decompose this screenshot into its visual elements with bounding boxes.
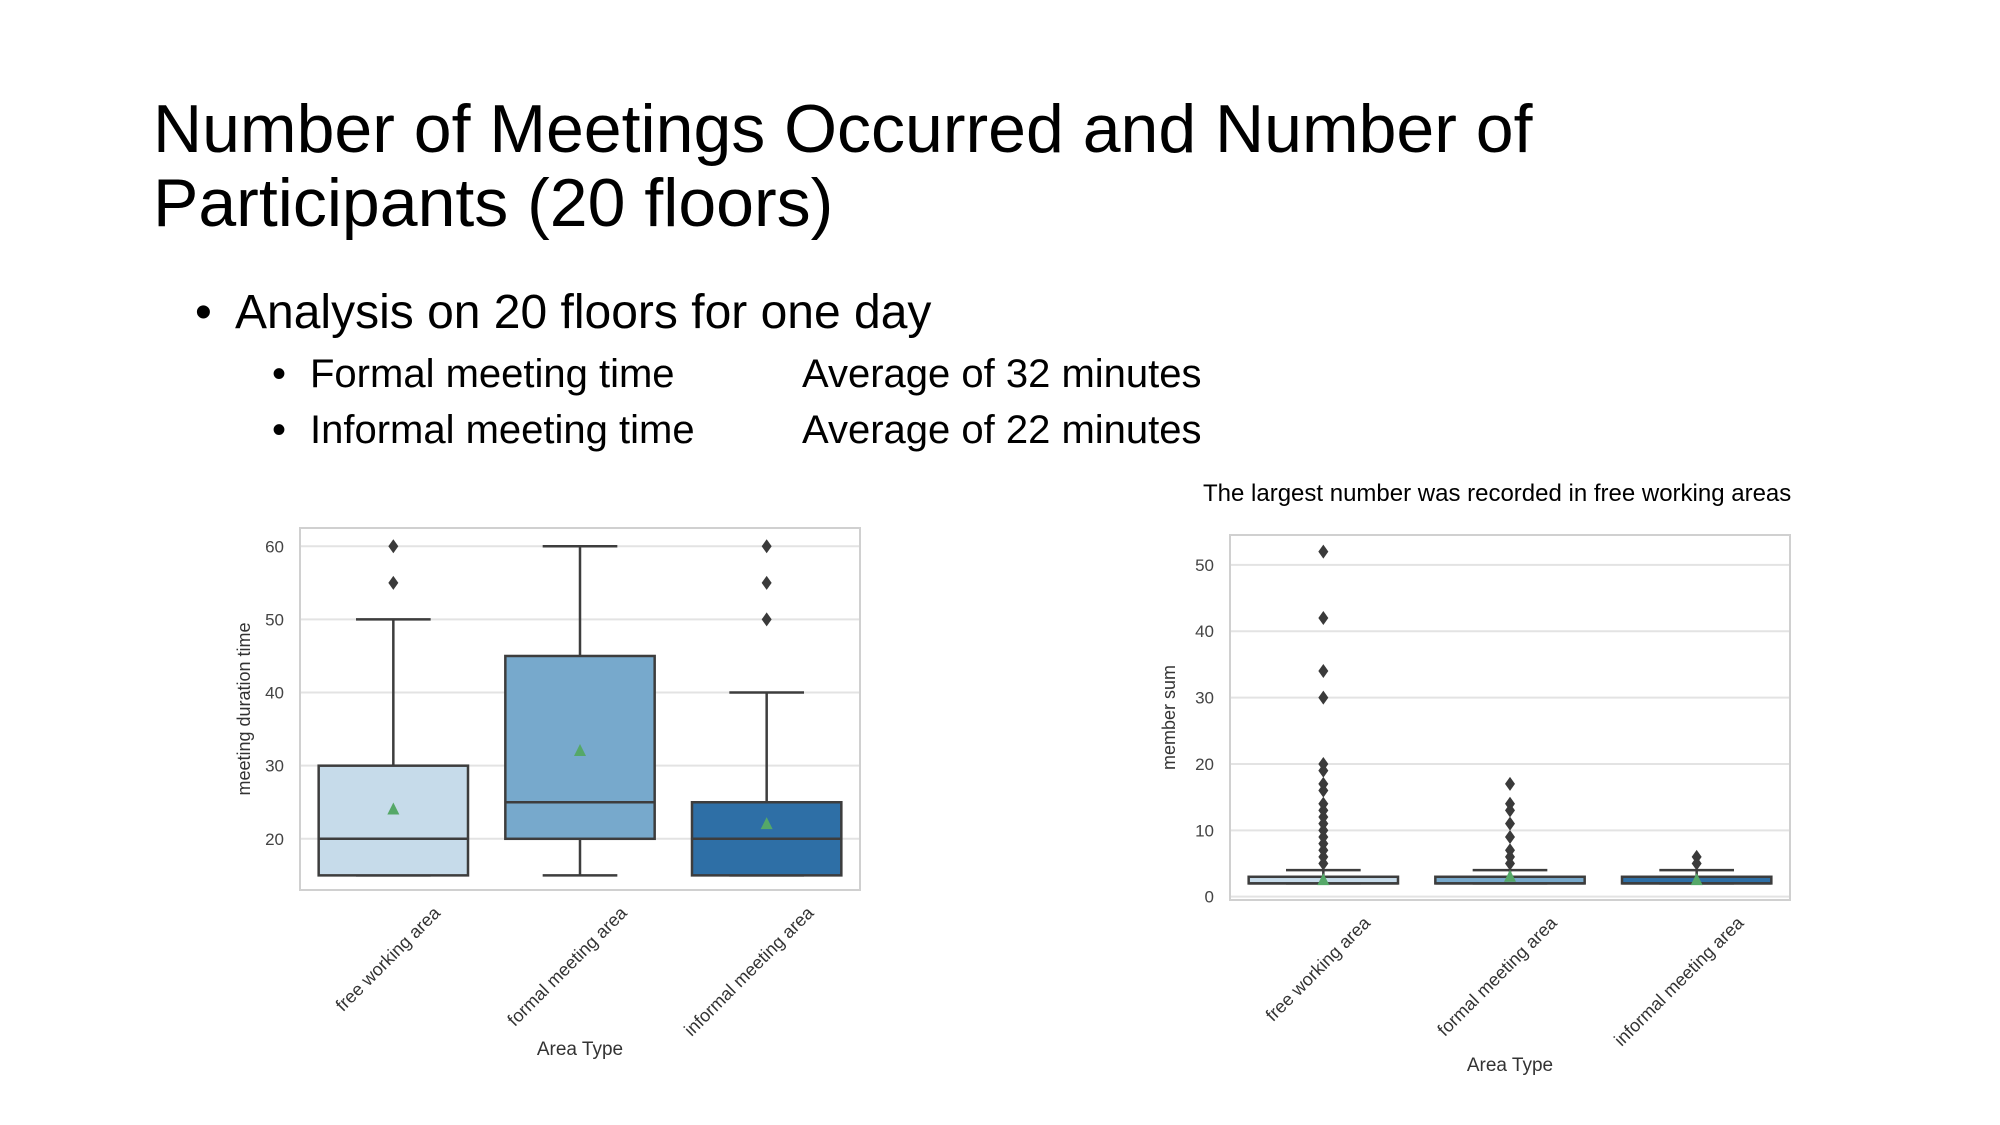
x-tick-label: informal meeting area — [680, 902, 818, 1040]
bullet-dot: • — [272, 352, 287, 396]
sub-bullet-formal — [272, 350, 1202, 398]
y-tick-label: 30 — [265, 756, 284, 776]
y-tick-label: 50 — [265, 610, 284, 630]
outlier-point — [388, 576, 398, 590]
y-axis-label: member sum — [1159, 664, 1179, 771]
outlier-point — [1318, 545, 1328, 559]
y-tick-label: 10 — [1195, 821, 1214, 841]
box-1 — [319, 766, 468, 876]
chart-caption: The largest number was recorded in free working areas — [1203, 480, 1792, 507]
sub-bullet-label: Informal meeting time — [310, 408, 695, 452]
y-tick-label: 40 — [265, 683, 284, 703]
outlier-point — [1318, 664, 1328, 678]
y-tick-label: 20 — [265, 829, 284, 849]
meeting-duration-boxplot — [220, 505, 880, 1065]
x-tick-label: free working area — [331, 902, 445, 1016]
y-tick-label: 40 — [1195, 622, 1214, 642]
y-tick-label: 0 — [1204, 887, 1214, 907]
outlier-point — [1505, 777, 1515, 791]
y-tick-label: 50 — [1195, 555, 1214, 575]
sub-bullet-value: Average of 22 minutes — [802, 408, 1202, 452]
outlier-point — [762, 612, 772, 626]
x-axis-label: Area Type — [1466, 1055, 1554, 1075]
bullet-dot: • — [195, 286, 212, 339]
y-tick-label: 30 — [1195, 688, 1214, 708]
y-tick-label: 60 — [265, 537, 284, 557]
bullet-main-text: Analysis on 20 floors for one day — [235, 286, 932, 339]
bullet-dot: • — [272, 408, 287, 452]
outlier-point — [388, 539, 398, 553]
x-tick-label: free working area — [1261, 912, 1375, 1026]
y-axis-label: meeting duration time — [234, 622, 254, 796]
x-tick-label: formal meeting area — [1433, 912, 1561, 1041]
outlier-point — [1318, 611, 1328, 625]
sub-bullet-value: Average of 32 minutes — [802, 352, 1202, 396]
slide-title: Number of Meetings Occurred and Number of Participants (20 floors) — [153, 91, 1533, 241]
outlier-point — [762, 576, 772, 590]
outlier-point — [1505, 817, 1515, 831]
x-tick-label: formal meeting area — [503, 902, 631, 1031]
bullet-main — [195, 285, 931, 341]
y-tick-label: 20 — [1195, 754, 1214, 774]
outlier-point — [1318, 691, 1328, 705]
outlier-point — [1505, 830, 1515, 844]
sub-bullet-label: Formal meeting time — [310, 352, 675, 396]
member-sum-boxplot — [1145, 475, 1845, 1075]
x-axis-label: Area Type — [536, 1039, 624, 1060]
outlier-point — [762, 539, 772, 553]
sub-bullet-informal — [272, 406, 1202, 454]
x-tick-label: informal meeting area — [1610, 912, 1748, 1050]
